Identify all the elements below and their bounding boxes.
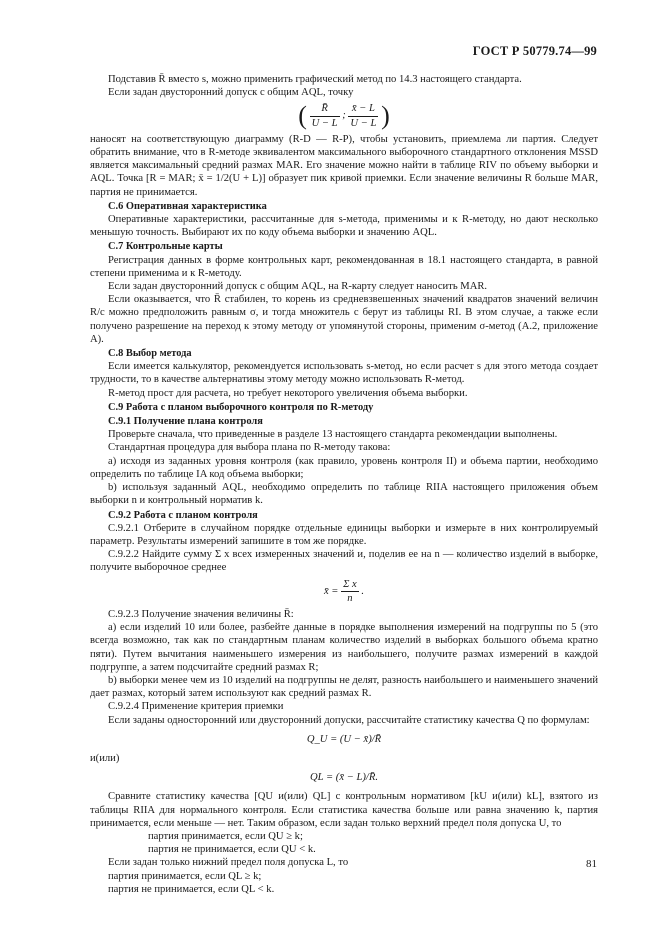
formula-qu: Q_U = (U − x̄)/R̄ bbox=[306, 733, 382, 745]
formula-paren: ) bbox=[381, 101, 390, 131]
paragraph: наносят на соответствующую диаграмму (R-D — R-P), чтобы установить, приемлема ли партия. Следует обратить внимание, что в R-методе эквивалентом максимального выборочного стандартного отклонения MSSD является максимальный средний размах MAR. Его значение можно найти в таблице RIV по объему выборки и AQL. Точка [R = MAR; x̄ = 1/2(U + L)] образует пик кривой приемки. Если значение величины R больше MAR, партия не принимается. bbox=[90, 133, 598, 198]
paragraph: Если задан только нижний предел поля допуска L, то bbox=[108, 857, 349, 869]
fraction-denominator: n bbox=[347, 592, 353, 604]
paragraph: Если задан двусторонний допуск с общим AQL, точку bbox=[108, 87, 354, 99]
paragraph: С.9.2.1 Отберите в случайном порядке отдельные единицы выборки и измерьте в них контролируемый параметр. Результаты измерений запишите в том же порядке. bbox=[90, 522, 598, 547]
subsection-heading: С.9.2 Работа с планом контроля bbox=[108, 509, 258, 521]
paragraph: С.9.2.4 Применение критерия приемки bbox=[108, 701, 284, 713]
formula-end: . bbox=[361, 585, 365, 597]
criterion-line: партия не принимается, если QL < k. bbox=[108, 883, 275, 895]
paragraph: Оперативные характеристики, рассчитанные для s-метода, применимы и к R-методу, но дают несколько меньшую точность. Выбирают их по коду объема выборки и значению AQL. bbox=[90, 214, 598, 239]
paragraph: R-метод прост для расчета, но требует некоторого увеличения объема выборки. bbox=[108, 387, 468, 399]
formula-paren: ( bbox=[298, 101, 307, 131]
fraction-numerator: Σ x bbox=[341, 578, 359, 592]
subsection-heading: С.9.1 Получение плана контроля bbox=[108, 416, 263, 428]
formula-lhs: x̄ = bbox=[323, 585, 339, 597]
list-item: b) используя заданный AQL, необходимо определить по таблице RIIA настоящего приложения объем выборки n и контрольный норматив k. bbox=[90, 482, 598, 507]
fraction bbox=[341, 578, 359, 605]
section-heading: С.8 Выбор метода bbox=[108, 348, 192, 360]
formula-separator: ; bbox=[342, 110, 346, 122]
formula-ql: QL = (x̄ − L)/R̄. bbox=[310, 772, 378, 784]
section-heading: С.9 Работа с планом выборочного контроля по R-методу bbox=[108, 401, 374, 413]
paragraph: С.9.2.2 Найдите сумму Σ x всех измеренных значений и, поделив ее на n — количество изделий в выборке, получите выборочное среднее bbox=[90, 549, 598, 574]
paragraph: Регистрация данных в форме контрольных карт, рекомендованная в 18.1 настоящего стандарта, в равной степени применима и к R-методу. bbox=[90, 254, 598, 279]
page-content bbox=[90, 73, 598, 896]
criterion-line: партия принимается, если QL ≥ k; bbox=[108, 870, 262, 882]
formula-point bbox=[90, 102, 598, 129]
fraction bbox=[348, 102, 378, 129]
paragraph: и(или) bbox=[90, 752, 120, 764]
section-heading: С.7 Контрольные карты bbox=[108, 241, 223, 253]
fraction-denominator: U − L bbox=[311, 117, 338, 129]
paragraph: Если заданы односторонний или двусторонний допуски, рассчитайте статистику качества Q по формулам: bbox=[108, 714, 590, 726]
section-heading: С.6 Оперативная характеристика bbox=[108, 200, 267, 212]
page-header: ГОСТ Р 50779.74—99 bbox=[472, 44, 597, 58]
page-number: 81 bbox=[586, 858, 597, 870]
fraction-numerator: x̄ − L bbox=[348, 102, 378, 116]
fraction-numerator: R̄ bbox=[310, 102, 340, 116]
fraction bbox=[310, 102, 340, 129]
paragraph: Если задан двусторонний допуск с общим AQL, на R-карту следует наносить MAR. bbox=[108, 281, 488, 293]
paragraph: С.9.2.3 Получение значения величины R̄: bbox=[108, 608, 294, 620]
list-item: b) выборки менее чем из 10 изделий на подгруппы не делят, разность наибольшего и наименьшего значений дает размах, который затем используют как средний размах R. bbox=[90, 674, 598, 700]
paragraph: Если имеется калькулятор, рекомендуется использовать s-метод, но если расчет s для этого метода создает трудности, то в качестве альтернативы этому методу можно использовать R-метод. bbox=[90, 361, 598, 386]
paragraph: Проверьте сначала, что приведенные в разделе 13 настоящего стандарта рекомендации выполнены. bbox=[108, 429, 558, 441]
paragraph: Если оказывается, что R̄ стабилен, то корень из средневзвешенных значений квадратов значений величин R/c можно предположить равным σ, и тогда множитель c берут из таблицы RI. В этом случае, а также если получено разрешение на переход к этому методу от упомянутой стороны, применим σ-метод (А.2, приложение А). bbox=[90, 294, 598, 345]
list-item: а) если изделий 10 или более, разбейте данные в порядке выполнения измерений на подгруппы по 5 (это всегда возможно, так как по стандартным планам количество изделий в выборках большого объема кратно пяти). Путем вычитания наименьшего измерения из наибольшего, получите размах измерений в каждой подгруппе, а затем подсчитайте средний размах R; bbox=[90, 622, 598, 673]
paragraph: Сравните статистику качества [QU и(или) QL] с контрольным нормативом [kU и(или) kL], взятого из таблицы RIIA для нормального контроля. Если статистика качества больше или равна значению k, партия принимается, если меньше — нет. Таким образом, если задан только верхний предел поля допуска U, то bbox=[90, 791, 598, 829]
paragraph: Подставив R̄ вместо s, можно применить графический метод по 14.3 настоящего стандарта. bbox=[108, 74, 522, 85]
criterion-line: партия не принимается, если QU < k. bbox=[148, 844, 316, 856]
fraction-denominator: U − L bbox=[350, 117, 377, 129]
paragraph: Стандартная процедура для выбора плана по R-методу такова: bbox=[108, 442, 391, 454]
criterion-line: партия принимается, если QU ≥ k; bbox=[148, 830, 303, 842]
formula-mean bbox=[90, 578, 598, 605]
list-item: а) исходя из заданных уровня контроля (как правило, уровень контроля II) и объема партии, необходимо определить по таблице IA код объема выборки; bbox=[90, 455, 598, 480]
